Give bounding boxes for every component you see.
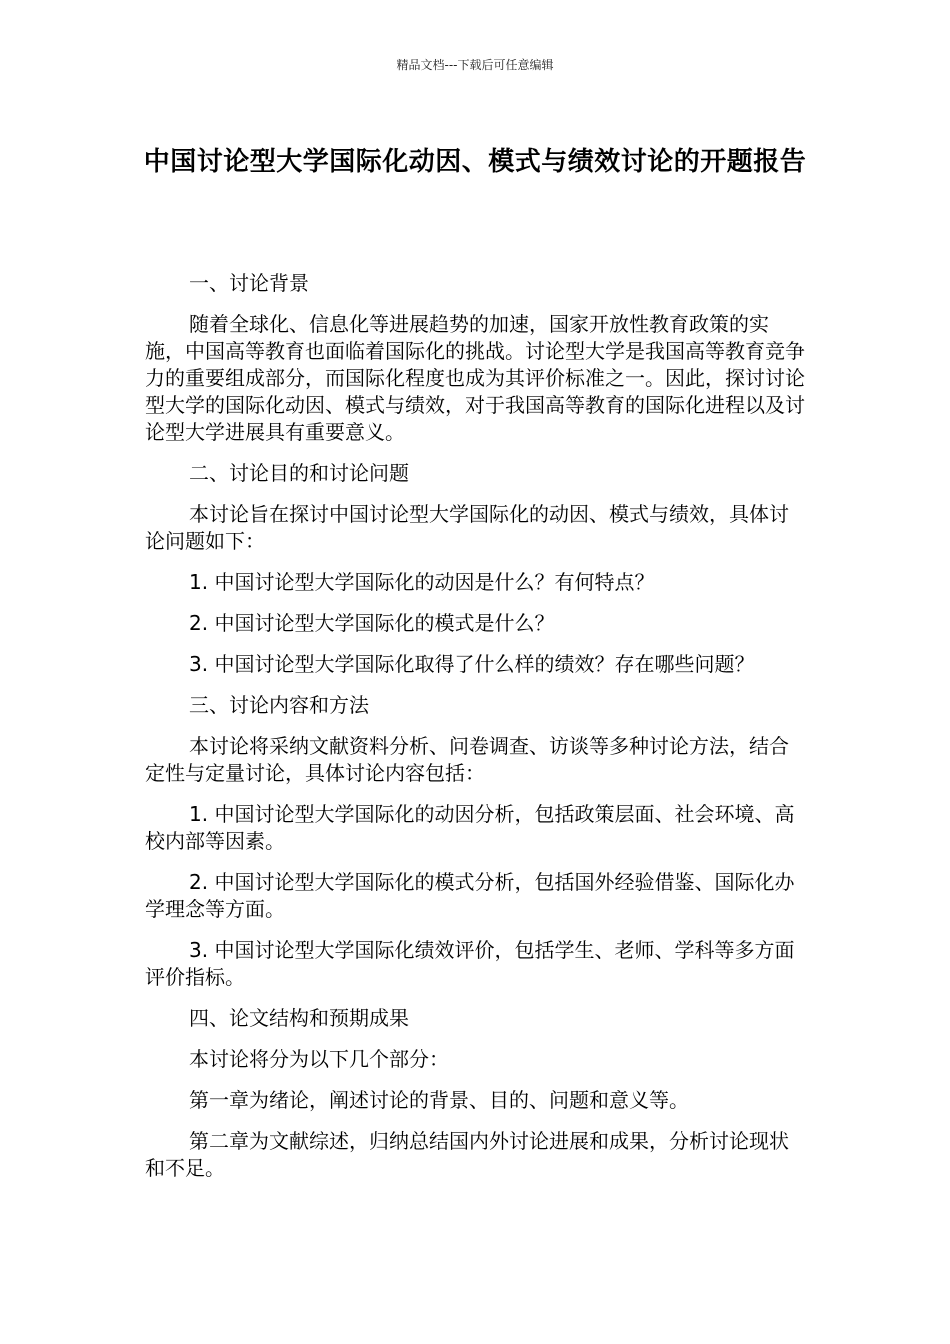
section-heading-structure: 四、论文结构和预期成果 xyxy=(189,1006,409,1030)
chapter-item-2: 第二章为文献综述，归纳总结国内外讨论进展和成果，分析讨论现状和不足。 xyxy=(145,1129,789,1180)
section-heading-objectives: 二、讨论目的和讨论问题 xyxy=(189,461,409,485)
paragraph-objectives: 本讨论旨在探讨中国讨论型大学国际化的动因、模式与绩效，具体讨论问题如下： xyxy=(145,502,789,553)
question-item-1: 1. 中国讨论型大学国际化的动因是什么？有何特点？ xyxy=(189,570,655,594)
content-item-1: 1. 中国讨论型大学国际化的动因分析，包括政策层面、社会环境、高校内部等因素。 xyxy=(145,802,795,853)
document-body xyxy=(145,270,805,1196)
section-heading-background: 一、讨论背景 xyxy=(189,271,309,295)
paragraph-methods: 本讨论将采纳文献资料分析、问卷调查、访谈等多种讨论方法，结合定性与定量讨论，具体讨论内容包括： xyxy=(145,734,789,785)
page-header: 精品文档---下载后可任意编辑 xyxy=(396,58,554,72)
document-title: 中国讨论型大学国际化动因、模式与绩效讨论的开题报告 xyxy=(143,147,807,177)
chapter-item-1: 第一章为绪论，阐述讨论的背景、目的、问题和意义等。 xyxy=(189,1088,689,1112)
question-item-2: 2. 中国讨论型大学国际化的模式是什么？ xyxy=(189,611,555,635)
section-heading-methods: 三、讨论内容和方法 xyxy=(189,693,369,717)
content-item-2: 2. 中国讨论型大学国际化的模式分析，包括国外经验借鉴、国际化办学理念等方面。 xyxy=(145,870,795,921)
paragraph-background: 随着全球化、信息化等进展趋势的加速，国家开放性教育政策的实施，中国高等教育也面临着国际化的挑战。讨论型大学是我国高等教育竞争力的重要组成部分，而国际化程度也成为其评价标准之一。因此，探讨讨论型大学的国际化动因、模式与绩效，对于我国高等教育的国际化进程以及讨论型大学进展具有重要意义。 xyxy=(145,312,805,444)
content-item-3: 3. 中国讨论型大学国际化绩效评价，包括学生、老师、学科等多方面评价指标。 xyxy=(145,938,795,989)
question-item-3: 3. 中国讨论型大学国际化取得了什么样的绩效？存在哪些问题？ xyxy=(189,652,755,676)
paragraph-structure-intro: 本讨论将分为以下几个部分： xyxy=(189,1047,449,1071)
